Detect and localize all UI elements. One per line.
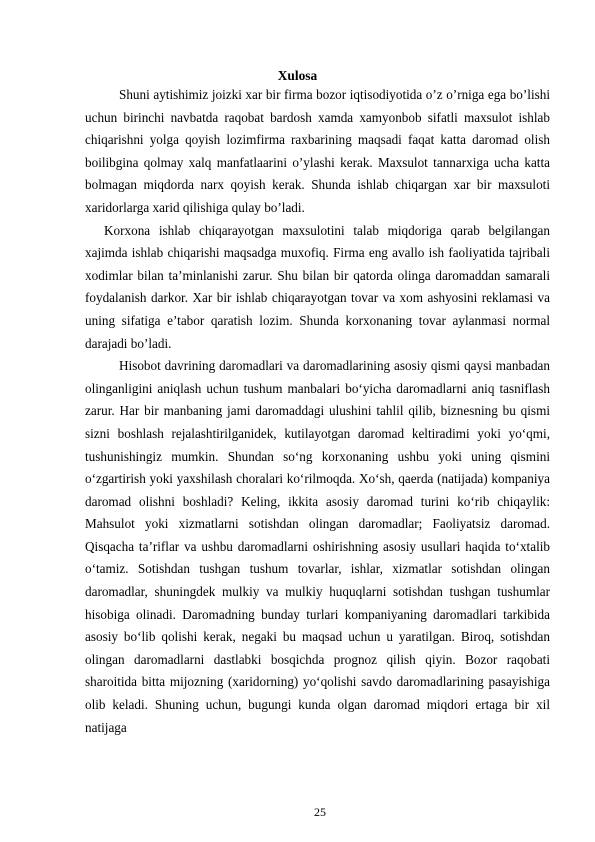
paragraph-2: Korxona ishlab chiqarayotgan maxsulotini talab miqdoriga qarab belgilangan xajimda ishlab chiqarishi maqsadga muxofiq. Firma eng avallo ish faoliyatida tajribali xodimlar bilan ta’minlanishi zarur. Shu bilan bir qatorda olinga daromaddan samarali foydalanish darkor. Xar bir ishlab chiqarayotgan tovar va xom ashyosini reklamasi va uning sifatiga e’tabor qaratish lozim. Shunda korxonaning tovar aylanmasi normal darajadi bo’ladi. bbox=[85, 222, 550, 351]
paragraph-1: Shuni aytishimiz joizki xar bir firma bozor iqtisodiyotida o’z o’rniga ega bo’lishi uchun birinchi navbatda raqobat bardosh xamda xamyonbob sifatli maxsulot ishlab chiqarishni yolga qoyish lozimfirma raxbarining maqsadi faqat katta daromad olish boilibgina qolmay xalq manfatlaarini o’ylashi kerak. Maxsulot tannarxiga ucha katta bolmagan miqdorda narx qoyish kerak. Shunda ishlab chiqargan xar bir maxsuloti xaridorlarga xarid qilishiga qulay bo’ladi. bbox=[85, 87, 550, 215]
body-text bbox=[85, 84, 550, 739]
paragraph-3: Hisobot davrining daromadlari va daromadlarining asosiy qismi qaysi manbadan olinganligini aniqlash uchun tushum manbalari bo‘yicha daromadlarni aniq tasniflash zarur. Har bir manbaning jami daromaddagi ulushini tahlil qilib, biznesning bu qismi sizni boshlash rejalashtirilganidek, kutilayotgan daromad keltiradimi yoki yo‘qmi, tushunishingiz mumkin. Shundan so‘ng korxonaning ushbu yoki uning qismini o‘zgartirish yoki yaxshilash choralari ko‘rilmoqda. Xo‘sh, qaerda (natijada) kompaniya daromad olishni boshladi? Keling, ikkita asosiy daromad turini ko‘rib chiqaylik: Mahsulot yoki xizmatlarni sotishdan olingan daromadlar; Faoliyatsiz daromad. Qisqacha ta’riflar va ushbu daromadlarni oshirishning asosiy usullari haqida to‘xtalib o‘tamiz. Sotishdan tushgan tushum tovarlar, ishlar, xizmatlar sotishdan olingan daromadlar, shuningdek mulkiy va mulkiy huquqlarni sotishdan tushgan tushumlar hisobiga olinadi. Daromadning bunday turlari kompaniyaning daromadlari tarkibida asosiy bo‘lib qolishi kerak, negaki bu maqsad uchun u yaratilgan. Biroq, sotishdan olingan daromadlarni dastlabki bosqichda prognoz qilish qiyin. Bozor raqobati sharoitida bitta mijozning (xaridorning) yo‘qolishi savdo daromadlarining pasayishiga olib keladi. Shuning uchun, bugungi kunda olgan daromad miqdori ertaga bir xil natijaga bbox=[85, 358, 550, 735]
page-title: Xulosa bbox=[277, 68, 318, 83]
page-number: 25 bbox=[314, 805, 326, 819]
